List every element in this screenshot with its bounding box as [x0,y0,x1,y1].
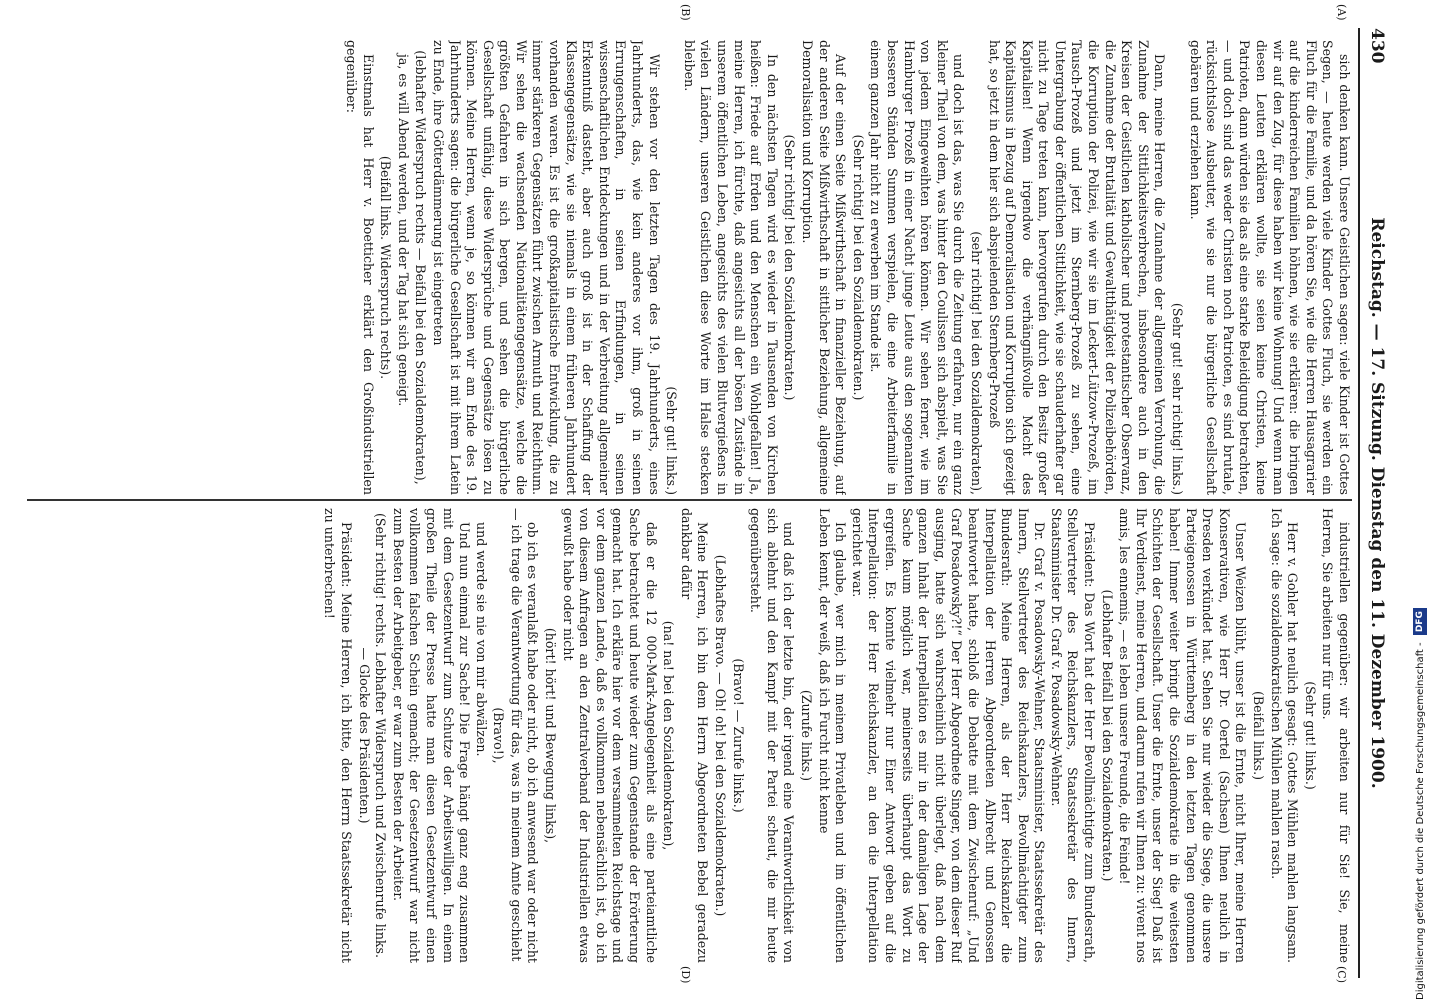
paragraph: Präsident: Das Wort hat der Herr Bevollmächtigte zum Bundesrath, Stellvertreter des Reichskanzlers, Staatssekretär des Innern, Staatsminister Dr. Graf v. Posadowsky-Wehner. [1048,508,1098,963]
running-header [1358,28,1392,978]
paragraph: Herr v. Gohler hat neulich gesagt: Gottes Mühlen mahlen langsam. Ich sage: die sozialdemokratischen Mühlen mahlen rasch. [1268,508,1301,963]
interjection: (na! na! bei den Sozialdemokraten), [661,620,677,851]
paragraph: sich denken kann. Unsere Geistlichen sagen: viele Kinder ist Gottes Segen, — heute werden viele Kinder Gottes Fluch, sie werden ein Fluch für die Familie, und da hören Sie, wie die Herren Hausagrarier auf die kinderreichen Familien höhnen, wie sie erklären: die bringen wir auf den Zug, für diese haben wir keine Wohnung! Und wenn man diesen Leuten erklären wollte, sie seien keine Christen, keine Patrioten, dann würden sie das als eine starke Beleidigung betrachten, — und doch sind das weder Christen noch Patrioten, es sind brutale, rücksichtslose Ausbeuter, wie sie nur die bürgerliche Gesellschaft gebären und erziehen kann. [1187,40,1352,495]
interjection: (Sehr gut! sehr richtig! links.) [1170,302,1186,495]
paragraph: Ich glaube, wer mich in meinem Privatleben und im öffentlichen Leben kennt, der weiß, daß ich Furcht nicht kenne [816,508,849,963]
interjection: (Bravo!), [491,707,507,764]
interjection: (Beifall links.) [1251,690,1267,781]
digitization-footer [1408,0,1434,1000]
interjection: (Sehr richtig! bei den Sozialdemokraten.) [782,134,798,401]
left-column [32,40,1352,495]
paragraph: Wir stehen vor den letzten Tagen des 19. Jahrhunderts, eines Jahrhunderts, das, wie kein anderes vor ihm, groß in seinen Errungenschaften, in seinen Erfindungen, in seinen wissenschaftlichen Entdeckungen und in der Verbreitung allgemeiner Erkenntniß dasteht, aber auch groß ist in der Schaffung der Klassengegensätze, wie sie niemals in einem früheren Jahrhundert vorhanden waren. Es ist die großkapitalistische Entwicklung, die zu immer stärkeren Gegensätzen führt zwischen Armuth und Reichthum. Wir sehen die wachsenden Nationalitätengegensätze, welche die größten Gefahren in sich bergen, und sehen die bürgerliche Gesellschaft unfähig, diese Widersprüche und Gegensätze lösen zu können. Meine Herren, wenn je, so können wir am Ende des 19. Jahrhunderts sagen: die bürgerliche Gesellschaft ist mit ihrem Latein zu Ende, ihre Götterdämmerung ist eingetreten [430,40,662,495]
paragraph: und doch ist das, was Sie durch die Zeitung erfahren, nur ein ganz kleiner Theil von dem, was hinter den Coulissen sich abspielt, was Sie von jedem Eingeweihten hören können. Wir sehen ferner, wie im Hamburger Prozeß in einer Nacht junge Leute aus den sogenannten besseren Ständen Summen verspielen, die eine Arbeiterfamilie in einem ganzen Jahr nicht zu erwerben im Stande ist. [868,40,967,495]
paragraph: und werde sie nie von mir abwälzen. [473,522,489,757]
paragraph: Einstmals hat Herr v. Boetticher erklärt den Großindustriellen gegenüber: [343,40,376,495]
paragraph: ja, es will Abend werden, und der Tag hat sich geneigt. [395,54,411,407]
margin-marker-b: (B) [679,4,692,21]
interjection: (hört! hört! und Bewegung links), [543,627,559,844]
page-number: 430 [1367,28,1387,64]
paragraph: Dr. Graf v. Posadowsky-Wehner, Staatsminister, Staatssekretär des Innern, Stellvertreter des Reichskanzlers, Bevollmächtigter zum Bundesrath: Meine Herren, als der Herr Reichskanzler die Interpellation der Herren Abgeordneten Albrecht und Genossen beantwortet hatte, schloß die Debatte mit dem Zwischenruf: „Und Graf Posadowsky?!“ Der Herr Abgeordnete Singer, von dem dieser Ruf ausging, hatte sich wahrscheinlich nicht überlegt, daß nach dem ganzen Inhalt der Interpellation es mir in der damaligen Lage der Sache kaum möglich war, meinerseits überhaupt das Wort zu ergreifen. Es konnte vielmehr nur Einer Antwort geben auf die Interpellation: der Herr Reichskanzler, an den die Interpellation gerichtet war. [849,508,1048,963]
column-divider [27,499,1352,501]
paragraph: Auf der einen Seite Mißwirthschaft in finanzieller Beziehung, auf der anderen Seite Mißwirthschaft in sittlicher Beziehung, allgemeine Demoralisation und Korruption. [800,40,849,495]
margin-marker-c: (C) [1335,966,1348,983]
paragraph: Dann, meine Herren, die Zunahme der allgemeinen Verrohung, die Zunahme der Sittlichkeitsverbrechen, insbesondere auch in den Kreisen der Geistlichen katholischer und protestantischer Observanz, die Zunahme der Brutalität und Gewaltthätigkeit der Polizeibehörden, die Korruption der Polizei, wie wir sie im Leckert-Lützow-Prozeß, im Tausch-Prozeß und jetzt im Sternberg-Prozeß zu sehen, eine Untergrabung der öffentlichen Sittlichkeit, wie sie schauderhafter gar nicht zu Tage treten kann, hervorgerufen durch den Besitz großer Kapitalien! Wenn irgendwo die verhängnißvolle Macht des Kapitalismus in Bezug auf Demoralisation und Korruption sich gezeigt hat, so jetzt in dem hier sich abspielenden Sternberg-Prozeß [986,40,1168,495]
interjection: (Sehr richtig! rechts. Lebhafter Widerspruch und Zwischenrufe links. — Glocke des Präsidenten.) [356,512,389,959]
interjection: (sehr richtig! bei den Sozialdemokraten), [968,231,984,495]
paragraph: Präsident: Meine Herren, ich bitte, den Herrn Staatssekretär nicht zu unterbrechen! [322,508,354,963]
interjection: (Lebhaftes Bravo. — Oh! oh! bei den Sozialdemokraten.) [713,554,729,917]
interjection: (Bravo! — Zurufe links.) [730,658,746,813]
interjection: (lebhafter Widerspruch rechts — Beifall bei den Sozialdemokraten), [413,50,429,485]
footer-text: Digitalisierung gefördert durch die Deutsche Forschungsgemeinschaft - [1415,642,1426,1000]
paragraph: Unser Weizen blüht, unser ist die Ernte, nicht Ihrer, meine Herren Konservativen, wie Herr Dr. Oertel (Sachsen) Ihnen neulich in Dresden verkündet hat. Sehen Sie nur wieder die Siege, die unsere Parteigenossen in Württemberg in den letzten Tagen genommen haben! Immer weiter bringt die Sozialdemokratie in die weitesten Schichten der Gesellschaft. Unser die Ernte, unser der Sieg! Daß ist Ihr Verdienst, meine Herren, und darum rufen wir Ihnen zu: vivent nos amis, les ennemis, — es leben unsere Freunde, die Feinde! [1117,508,1249,963]
interjection: (Sehr gut! links.) [664,386,680,495]
interjection: (Zurufe links.) [799,689,814,782]
right-column [32,508,1352,963]
paragraph: und daß ich der letzte bin, der irgend eine Verantwortlichkeit von sich ablehnt und den Kampf mit der Partei scheut, die mir heute gegenübersteht. [748,508,797,963]
paragraph: In den nächsten Tagen wird es wieder in Tausenden von Kirchen heißen: Friede auf Erden und den Menschen ein Wohlgefallen! Ja, meine Herren, ich fürchte, daß angesichts all der bösen Zustände in unserem öffentlichen Leben, angesichts des vielen Blutvergießens in vielen Ländern, unseren Geistlichen diese Worte im Halse stecken bleiben. [681,40,780,495]
paragraph: ob ich es veranlaßt habe oder nicht, ob ich anwesend war oder nicht — ich trage die Verantwortung für das, was in meinem Amte geschieht [508,508,541,963]
interjection: (Lebhafter Beifall bei den Sozialdemokraten.) [1099,589,1115,882]
interjection: (Beifall links. Widerspruch rechts). [378,155,394,380]
paragraph: daß er die 12 000-Mark-Angelegenheit als eine parteiamtliche Sache betrachtet und heute wieder zum Gegenstande der Erörterung gemacht hat. Ich erkläre hier vor dem versammelten Reichstage und vor dem ganzen Lande, daß es vollkommen nebensächlich ist, ob ich von diesem Anfragen an den Zentralverband der Industriellen etwas gewußt habe oder nicht [560,508,659,963]
paragraph: industriellen gegenüber: wir arbeiten nur für Sie! Sie, meine Herren, Sie arbeiten nur für uns. [1320,508,1352,963]
margin-marker-d: (D) [679,966,692,984]
paragraph: Und nun einmal zur Sache! Die Frage hängt ganz eng zusammen mit dem Gesetzentwurf zum Schutze der Arbeitswilligen. In einem großen Theile der Presse hatte man diesen Gesetzentwurf einen vollkommen falschen Schein gemacht; der Gesetzentwurf war nicht zum Besten der Arbeitgeber, er war zum Besten der Arbeiter. [390,508,473,963]
paragraph: Meine Herren, ich bin dem Herrn Abgeordneten Bebel geradezu dankbar dafür [678,508,711,963]
rotated-page [22,0,1392,1000]
interjection: (Sehr gut! links.) [1302,681,1318,790]
header-title: Reichstag. — 17. Sitzung. Dienstag den 11. Dezember 1900. [1367,217,1387,789]
margin-marker-a: (A) [1335,4,1348,21]
interjection: (Sehr richtig! bei den Sozialdemokraten.) [850,134,866,401]
dfg-logo: DFG [1413,608,1427,635]
